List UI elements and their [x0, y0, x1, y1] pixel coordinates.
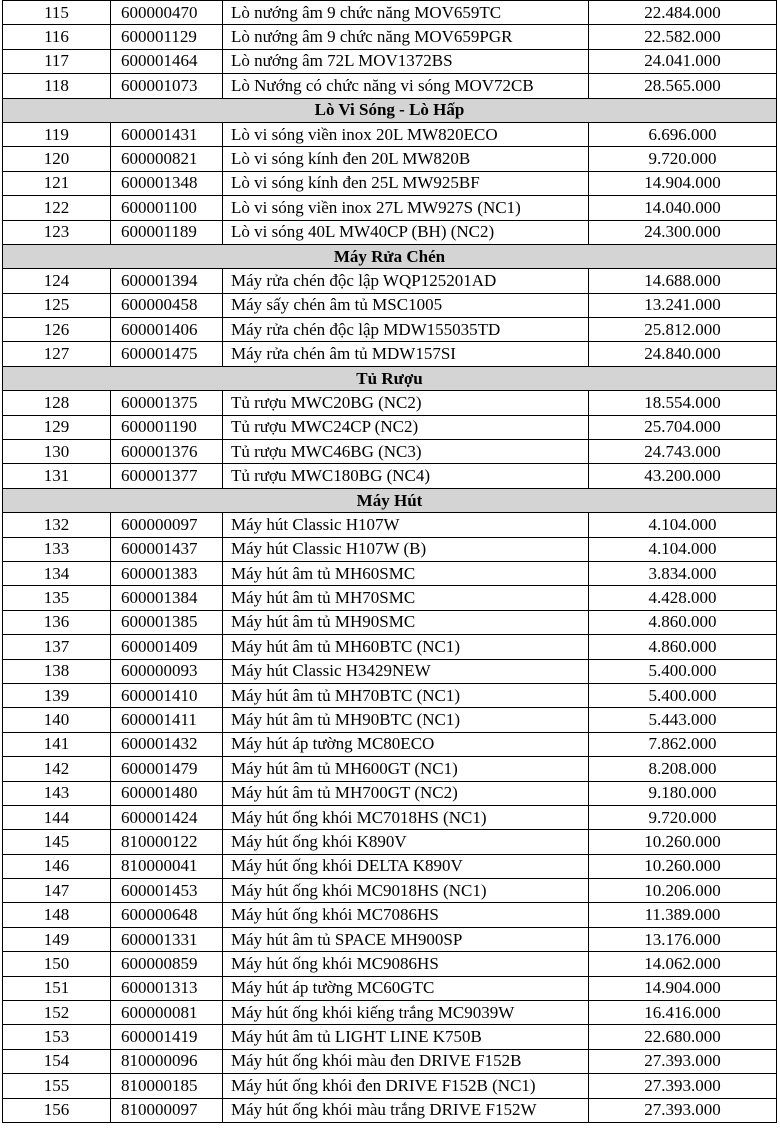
product-price: 11.389.000: [589, 903, 777, 927]
product-name: Máy hút âm tủ MH60BTC (NC1): [223, 635, 589, 659]
section-title: Lò Vi Sóng - Lò Hấp: [3, 98, 777, 122]
table-row: [3, 171, 777, 195]
product-price: 16.416.000: [589, 1001, 777, 1025]
product-name: Máy sấy chén âm tủ MSC1005: [223, 293, 589, 317]
product-name: Máy hút ống khói DELTA K890V: [223, 854, 589, 878]
product-name: Máy hút áp tường MC60GTC: [223, 976, 589, 1000]
product-price: 24.840.000: [589, 342, 777, 366]
product-code: 600000097: [111, 513, 223, 537]
product-name: Máy hút ống khói MC9086HS: [223, 952, 589, 976]
product-code: 600000093: [111, 659, 223, 683]
table-row: [3, 976, 777, 1000]
row-number: 151: [3, 976, 111, 1000]
product-price: 10.206.000: [589, 879, 777, 903]
product-name: Máy hút ống khói MC9018HS (NC1): [223, 879, 589, 903]
product-code: 600000081: [111, 1001, 223, 1025]
row-number: 140: [3, 708, 111, 732]
product-code: 810000096: [111, 1049, 223, 1073]
product-price: 6.696.000: [589, 122, 777, 146]
row-number: 134: [3, 561, 111, 585]
row-number: 150: [3, 952, 111, 976]
row-number: 137: [3, 635, 111, 659]
row-number: 148: [3, 903, 111, 927]
product-code: 600001348: [111, 171, 223, 195]
table-row: [3, 659, 777, 683]
product-code: 810000041: [111, 854, 223, 878]
product-code: 600001431: [111, 122, 223, 146]
row-number: 127: [3, 342, 111, 366]
product-code: 600001331: [111, 927, 223, 951]
product-name: Lò vi sóng kính đen 20L MW820B: [223, 147, 589, 171]
table-row: [3, 1049, 777, 1073]
product-name: Lò nướng âm 72L MOV1372BS: [223, 49, 589, 73]
product-price: 4.860.000: [589, 635, 777, 659]
row-number: 142: [3, 757, 111, 781]
row-number: 149: [3, 927, 111, 951]
table-row: [3, 952, 777, 976]
product-price: 27.393.000: [589, 1098, 777, 1122]
product-price: 5.443.000: [589, 708, 777, 732]
product-name: Máy hút Classic H107W: [223, 513, 589, 537]
product-price: 27.393.000: [589, 1049, 777, 1073]
product-name: Máy hút âm tủ MH90SMC: [223, 610, 589, 634]
product-price: 9.180.000: [589, 781, 777, 805]
row-number: 124: [3, 269, 111, 293]
product-price: 4.104.000: [589, 513, 777, 537]
section-title: Máy Rửa Chén: [3, 244, 777, 268]
product-name: Lò vi sóng viền inox 20L MW820ECO: [223, 122, 589, 146]
product-price: 22.582.000: [589, 25, 777, 49]
table-row: [3, 342, 777, 366]
table-row: [3, 757, 777, 781]
table-row: [3, 391, 777, 415]
product-name: Máy hút âm tủ MH70SMC: [223, 586, 589, 610]
table-row: [3, 1, 777, 25]
product-name: Lò vi sóng kính đen 25L MW925BF: [223, 171, 589, 195]
product-price: 8.208.000: [589, 757, 777, 781]
product-price: 22.484.000: [589, 1, 777, 25]
product-name: Máy hút ống khói kiếng trắng MC9039W: [223, 1001, 589, 1025]
row-number: 144: [3, 805, 111, 829]
product-code: 600000470: [111, 1, 223, 25]
table-row: [3, 196, 777, 220]
product-price: 18.554.000: [589, 391, 777, 415]
product-code: 600001464: [111, 49, 223, 73]
product-price: 28.565.000: [589, 74, 777, 98]
product-code: 600001409: [111, 635, 223, 659]
product-code: 600001189: [111, 220, 223, 244]
product-code: 600001453: [111, 879, 223, 903]
table-row: [3, 854, 777, 878]
table-row: [3, 805, 777, 829]
row-number: 118: [3, 74, 111, 98]
table-row: [3, 708, 777, 732]
product-price: 13.176.000: [589, 927, 777, 951]
product-name: Máy hút Classic H3429NEW: [223, 659, 589, 683]
product-name: Máy rửa chén độc lập WQP125201AD: [223, 269, 589, 293]
product-name: Lò nướng âm 9 chức năng MOV659TC: [223, 1, 589, 25]
product-name: Máy hút ống khói đen DRIVE F152B (NC1): [223, 1074, 589, 1098]
product-price: 4.104.000: [589, 537, 777, 561]
table-row: [3, 683, 777, 707]
product-name: Máy hút âm tủ SPACE MH900SP: [223, 927, 589, 951]
row-number: 125: [3, 293, 111, 317]
price-list-body: [3, 1, 777, 1123]
table-row: [3, 1074, 777, 1098]
row-number: 139: [3, 683, 111, 707]
table-row: [3, 635, 777, 659]
product-code: 600001376: [111, 440, 223, 464]
table-row: [3, 440, 777, 464]
row-number: 121: [3, 171, 111, 195]
table-row: [3, 49, 777, 73]
product-name: Lò vi sóng 40L MW40CP (BH) (NC2): [223, 220, 589, 244]
table-row: [3, 781, 777, 805]
product-name: Máy hút Classic H107W (B): [223, 537, 589, 561]
product-code: 810000185: [111, 1074, 223, 1098]
product-price: 24.041.000: [589, 49, 777, 73]
table-row: [3, 293, 777, 317]
product-code: 600001479: [111, 757, 223, 781]
product-name: Máy rửa chén độc lập MDW155035TD: [223, 318, 589, 342]
product-name: Máy hút âm tủ LIGHT LINE K750B: [223, 1025, 589, 1049]
section-title: Tủ Rượu: [3, 366, 777, 390]
product-name: Máy rửa chén âm tủ MDW157SI: [223, 342, 589, 366]
product-name: Máy hút áp tường MC80ECO: [223, 732, 589, 756]
product-code: 600001377: [111, 464, 223, 488]
product-code: 600001073: [111, 74, 223, 98]
product-price: 24.300.000: [589, 220, 777, 244]
row-number: 153: [3, 1025, 111, 1049]
table-row: [3, 927, 777, 951]
product-code: 600001419: [111, 1025, 223, 1049]
row-number: 128: [3, 391, 111, 415]
product-price: 43.200.000: [589, 464, 777, 488]
product-name: Lò Nướng có chức năng vi sóng MOV72CB: [223, 74, 589, 98]
table-row: [3, 74, 777, 98]
product-name: Máy hút ống khói màu đen DRIVE F152B: [223, 1049, 589, 1073]
product-price: 14.062.000: [589, 952, 777, 976]
table-row: [3, 830, 777, 854]
product-name: Tủ rượu MWC180BG (NC4): [223, 464, 589, 488]
table-row: [3, 269, 777, 293]
product-name: Máy hút ống khói MC7018HS (NC1): [223, 805, 589, 829]
product-code: 600001480: [111, 781, 223, 805]
table-row: [3, 1025, 777, 1049]
product-name: Máy hút âm tủ MH600GT (NC1): [223, 757, 589, 781]
row-number: 145: [3, 830, 111, 854]
product-code: 600001437: [111, 537, 223, 561]
product-code: 600001190: [111, 415, 223, 439]
table-row: [3, 879, 777, 903]
row-number: 152: [3, 1001, 111, 1025]
product-code: 600000648: [111, 903, 223, 927]
product-price: 13.241.000: [589, 293, 777, 317]
product-code: 810000097: [111, 1098, 223, 1122]
product-price: 14.904.000: [589, 171, 777, 195]
product-code: 600000821: [111, 147, 223, 171]
product-price: 5.400.000: [589, 659, 777, 683]
row-number: 126: [3, 318, 111, 342]
row-number: 123: [3, 220, 111, 244]
product-name: Máy hút ống khói K890V: [223, 830, 589, 854]
table-row: [3, 732, 777, 756]
product-code: 600001394: [111, 269, 223, 293]
product-code: 600001424: [111, 805, 223, 829]
product-code: 600001406: [111, 318, 223, 342]
table-row: [3, 561, 777, 585]
table-row: [3, 513, 777, 537]
product-price: 22.680.000: [589, 1025, 777, 1049]
product-code: 600001129: [111, 25, 223, 49]
table-row: [3, 610, 777, 634]
row-number: 131: [3, 464, 111, 488]
product-price: 14.040.000: [589, 196, 777, 220]
section-header-row: [3, 366, 777, 390]
table-row: [3, 464, 777, 488]
row-number: 155: [3, 1074, 111, 1098]
row-number: 156: [3, 1098, 111, 1122]
row-number: 119: [3, 122, 111, 146]
product-name: Lò nướng âm 9 chức năng MOV659PGR: [223, 25, 589, 49]
product-price: 10.260.000: [589, 830, 777, 854]
product-price: 25.704.000: [589, 415, 777, 439]
row-number: 122: [3, 196, 111, 220]
product-code: 600001411: [111, 708, 223, 732]
table-row: [3, 537, 777, 561]
table-row: [3, 586, 777, 610]
table-row: [3, 147, 777, 171]
product-price: 27.393.000: [589, 1074, 777, 1098]
table-row: [3, 415, 777, 439]
section-header-row: [3, 244, 777, 268]
product-code: 600001100: [111, 196, 223, 220]
product-price: 4.428.000: [589, 586, 777, 610]
product-code: 600001410: [111, 683, 223, 707]
product-name: Máy hút âm tủ MH70BTC (NC1): [223, 683, 589, 707]
product-name: Máy hút âm tủ MH700GT (NC2): [223, 781, 589, 805]
product-code: 810000122: [111, 830, 223, 854]
row-number: 129: [3, 415, 111, 439]
product-code: 600001432: [111, 732, 223, 756]
table-row: [3, 122, 777, 146]
product-price: 9.720.000: [589, 805, 777, 829]
product-price: 10.260.000: [589, 854, 777, 878]
section-title: Máy Hút: [3, 488, 777, 512]
row-number: 141: [3, 732, 111, 756]
row-number: 154: [3, 1049, 111, 1073]
table-row: [3, 1001, 777, 1025]
table-row: [3, 903, 777, 927]
product-price: 3.834.000: [589, 561, 777, 585]
product-price: 25.812.000: [589, 318, 777, 342]
product-code: 600001313: [111, 976, 223, 1000]
row-number: 135: [3, 586, 111, 610]
product-code: 600000458: [111, 293, 223, 317]
product-price: 7.862.000: [589, 732, 777, 756]
table-row: [3, 318, 777, 342]
product-code: 600001385: [111, 610, 223, 634]
product-name: Máy hút âm tủ MH60SMC: [223, 561, 589, 585]
price-list-table: [2, 0, 777, 1123]
product-name: Máy hút âm tủ MH90BTC (NC1): [223, 708, 589, 732]
section-header-row: [3, 488, 777, 512]
row-number: 138: [3, 659, 111, 683]
product-price: 9.720.000: [589, 147, 777, 171]
product-name: Tủ rượu MWC20BG (NC2): [223, 391, 589, 415]
row-number: 116: [3, 25, 111, 49]
section-header-row: [3, 98, 777, 122]
row-number: 120: [3, 147, 111, 171]
product-name: Máy hút ống khói MC7086HS: [223, 903, 589, 927]
product-name: Tủ rượu MWC24CP (NC2): [223, 415, 589, 439]
product-code: 600001375: [111, 391, 223, 415]
row-number: 133: [3, 537, 111, 561]
product-price: 24.743.000: [589, 440, 777, 464]
product-code: 600000859: [111, 952, 223, 976]
table-row: [3, 25, 777, 49]
product-code: 600001383: [111, 561, 223, 585]
product-price: 14.688.000: [589, 269, 777, 293]
product-code: 600001475: [111, 342, 223, 366]
row-number: 132: [3, 513, 111, 537]
row-number: 136: [3, 610, 111, 634]
row-number: 143: [3, 781, 111, 805]
product-name: Tủ rượu MWC46BG (NC3): [223, 440, 589, 464]
row-number: 117: [3, 49, 111, 73]
product-code: 600001384: [111, 586, 223, 610]
product-name: Lò vi sóng viền inox 27L MW927S (NC1): [223, 196, 589, 220]
product-price: 4.860.000: [589, 610, 777, 634]
row-number: 146: [3, 854, 111, 878]
table-row: [3, 220, 777, 244]
product-price: 14.904.000: [589, 976, 777, 1000]
product-name: Máy hút ống khói màu trắng DRIVE F152W: [223, 1098, 589, 1122]
row-number: 130: [3, 440, 111, 464]
row-number: 115: [3, 1, 111, 25]
table-row: [3, 1098, 777, 1122]
product-price: 5.400.000: [589, 683, 777, 707]
row-number: 147: [3, 879, 111, 903]
